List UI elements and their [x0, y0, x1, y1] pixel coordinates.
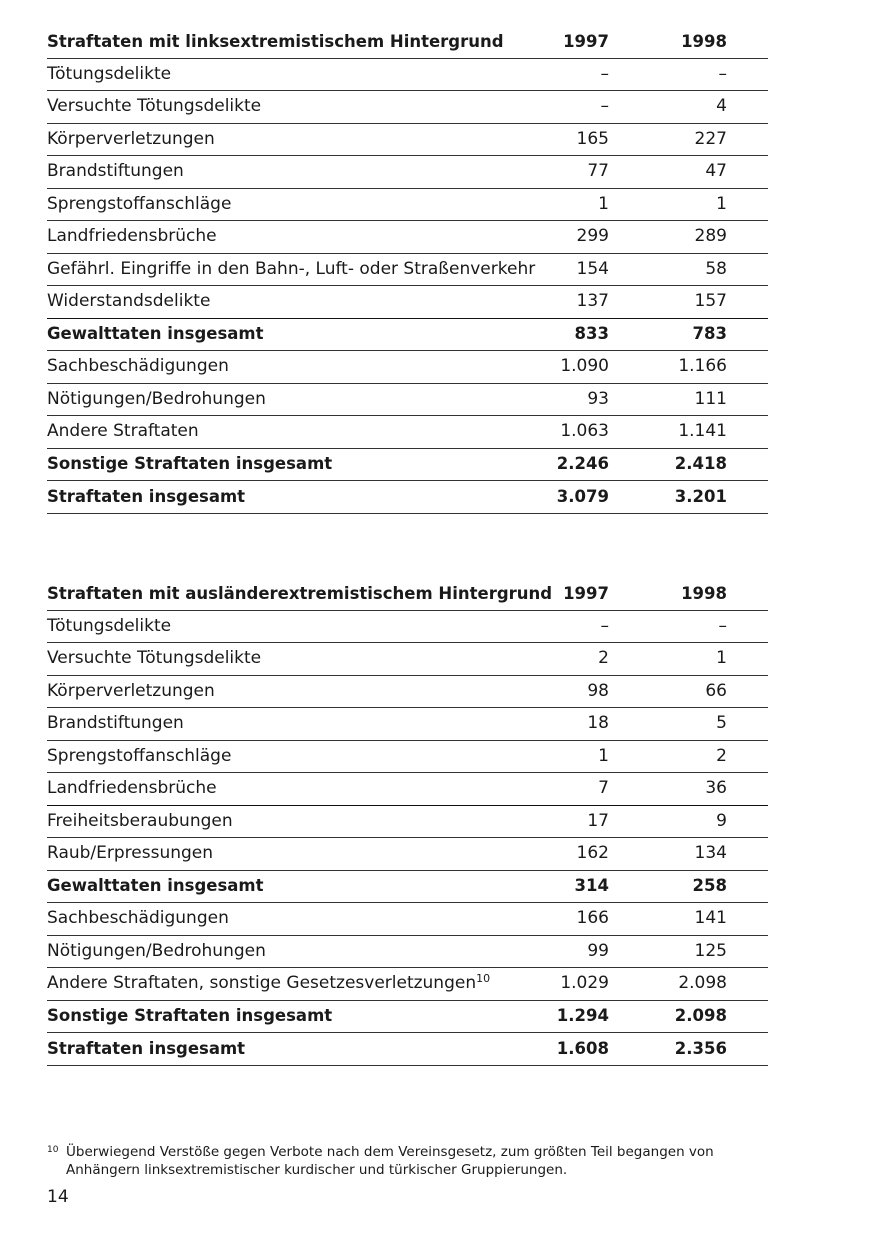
table-row — [47, 838, 768, 871]
value-1997: 3.079 — [547, 481, 609, 514]
spacer-cell — [727, 610, 768, 643]
table-leftwing-offences — [47, 26, 768, 514]
footnote — [47, 1143, 767, 1178]
row-label: Raub/Erpressungen — [47, 838, 547, 871]
spacer-cell — [727, 935, 768, 968]
spacer-cell — [727, 773, 768, 806]
value-1998: 1.141 — [609, 416, 727, 449]
value-1997: 314 — [547, 870, 609, 903]
spacer-cell — [727, 286, 768, 319]
row-label: Sprengstoffanschläge — [47, 188, 547, 221]
table-header-row — [47, 578, 768, 610]
row-label: Versuchte Tötungsdelikte — [47, 91, 547, 124]
value-1997: 154 — [547, 253, 609, 286]
value-1998: 36 — [609, 773, 727, 806]
value-1998: 58 — [609, 253, 727, 286]
table-row — [47, 935, 768, 968]
table-row — [47, 805, 768, 838]
spacer-cell — [727, 708, 768, 741]
table-row — [47, 253, 768, 286]
row-label: Sachbeschädigungen — [47, 903, 547, 936]
value-1998: – — [609, 58, 727, 91]
spacer-cell — [727, 221, 768, 254]
value-1997: – — [547, 91, 609, 124]
row-label: Landfriedensbrüche — [47, 773, 547, 806]
total-row — [47, 1033, 768, 1066]
value-1998: 3.201 — [609, 481, 727, 514]
table-header-row — [47, 26, 768, 58]
value-1998: 111 — [609, 383, 727, 416]
row-label: Andere Straftaten — [47, 416, 547, 449]
row-label: Körperverletzungen — [47, 123, 547, 156]
spacer-cell — [727, 351, 768, 384]
table-row — [47, 610, 768, 643]
row-label: Landfriedensbrüche — [47, 221, 547, 254]
spacer-cell — [727, 188, 768, 221]
page-number: 14 — [47, 1187, 69, 1207]
spacer-cell — [727, 253, 768, 286]
row-label: Widerstandsdelikte — [47, 286, 547, 319]
value-1998: 2 — [609, 740, 727, 773]
row-label: Brandstiftungen — [47, 708, 547, 741]
spacer-cell — [727, 675, 768, 708]
table-row — [47, 123, 768, 156]
value-1998: 258 — [609, 870, 727, 903]
spacer-cell — [727, 903, 768, 936]
value-1997: 1.090 — [547, 351, 609, 384]
value-1997: 1.294 — [547, 1000, 609, 1033]
table-title: Straftaten mit linksextremistischem Hintergrund — [47, 26, 547, 58]
value-1997: 137 — [547, 286, 609, 319]
row-label: Sprengstoffanschläge — [47, 740, 547, 773]
value-1997: 17 — [547, 805, 609, 838]
value-1997: 98 — [547, 675, 609, 708]
spacer-cell — [727, 578, 768, 610]
table-row — [47, 156, 768, 189]
row-label: Versuchte Tötungsdelikte — [47, 643, 547, 676]
value-1997: 1.063 — [547, 416, 609, 449]
value-1998: 157 — [609, 286, 727, 319]
spacer-cell — [727, 416, 768, 449]
subtotal-row — [47, 870, 768, 903]
value-1997: 166 — [547, 903, 609, 936]
row-label — [47, 968, 547, 1001]
table-row — [47, 416, 768, 449]
value-1997: 299 — [547, 221, 609, 254]
spacer-cell — [727, 968, 768, 1001]
row-label: Gefährl. Eingriffe in den Bahn-, Luft- oder Straßenverkehr — [47, 253, 547, 286]
value-1997: 2.246 — [547, 448, 609, 481]
value-1998: 2.098 — [609, 968, 727, 1001]
value-1997: 93 — [547, 383, 609, 416]
subtotal-row — [47, 1000, 768, 1033]
spacer-cell — [727, 318, 768, 351]
value-1997: 99 — [547, 935, 609, 968]
year-1997-header: 1997 — [547, 578, 609, 610]
footnote-number: 10 — [47, 1145, 59, 1155]
table-row — [47, 383, 768, 416]
spacer-cell — [727, 448, 768, 481]
row-label: Nötigungen/Bedrohungen — [47, 383, 547, 416]
table-title: Straftaten mit ausländerextremistischem Hintergrund — [47, 578, 547, 610]
table-row — [47, 91, 768, 124]
value-1998: – — [609, 610, 727, 643]
spacer-cell — [727, 870, 768, 903]
table-row — [47, 643, 768, 676]
value-1997: – — [547, 610, 609, 643]
table-row — [47, 708, 768, 741]
value-1997: 1.029 — [547, 968, 609, 1001]
year-1998-header: 1998 — [609, 578, 727, 610]
spacer-cell — [727, 156, 768, 189]
spacer-cell — [727, 58, 768, 91]
value-1998: 141 — [609, 903, 727, 936]
spacer-cell — [727, 805, 768, 838]
value-1998: 227 — [609, 123, 727, 156]
value-1997: 18 — [547, 708, 609, 741]
footnote-reference[interactable]: 10 — [476, 972, 491, 986]
spacer-cell — [727, 1033, 768, 1066]
table-row — [47, 58, 768, 91]
row-label: Tötungsdelikte — [47, 58, 547, 91]
value-1997: 1.608 — [547, 1033, 609, 1066]
value-1997: 1 — [547, 740, 609, 773]
table-row — [47, 773, 768, 806]
subtotal-row — [47, 448, 768, 481]
value-1997: 1 — [547, 188, 609, 221]
table-row — [47, 221, 768, 254]
value-1997: 2 — [547, 643, 609, 676]
table-row — [47, 188, 768, 221]
row-label: Gewalttaten insgesamt — [47, 318, 547, 351]
table-row — [47, 675, 768, 708]
spacer-cell — [727, 123, 768, 156]
value-1997: 77 — [547, 156, 609, 189]
value-1997: 7 — [547, 773, 609, 806]
value-1998: 125 — [609, 935, 727, 968]
value-1998: 1.166 — [609, 351, 727, 384]
spacer-cell — [727, 383, 768, 416]
table-row — [47, 351, 768, 384]
value-1998: 2.098 — [609, 1000, 727, 1033]
spacer-cell — [727, 838, 768, 871]
table-foreigner-offences — [47, 578, 768, 1066]
spacer-cell — [727, 481, 768, 514]
spacer-cell — [727, 1000, 768, 1033]
table-row — [47, 740, 768, 773]
table-row — [47, 903, 768, 936]
value-1997: 833 — [547, 318, 609, 351]
row-label: Brandstiftungen — [47, 156, 547, 189]
value-1997: 165 — [547, 123, 609, 156]
year-1997-header: 1997 — [547, 26, 609, 58]
row-label: Sachbeschädigungen — [47, 351, 547, 384]
row-label: Sonstige Straftaten insgesamt — [47, 448, 547, 481]
value-1998: 2.418 — [609, 448, 727, 481]
total-row — [47, 481, 768, 514]
footnote-text: Überwiegend Verstöße gegen Verbote nach dem Vereinsgesetz, zum größten Teil begangen von Anhängern linksextremistischer kurdischer und türkischer Gruppierungen. — [66, 1144, 714, 1178]
value-1998: 1 — [609, 643, 727, 676]
value-1998: 9 — [609, 805, 727, 838]
value-1998: 783 — [609, 318, 727, 351]
spacer-cell — [727, 740, 768, 773]
row-label: Straftaten insgesamt — [47, 481, 547, 514]
spacer-cell — [727, 643, 768, 676]
row-label: Straftaten insgesamt — [47, 1033, 547, 1066]
value-1998: 66 — [609, 675, 727, 708]
row-label: Nötigungen/Bedrohungen — [47, 935, 547, 968]
value-1997: – — [547, 58, 609, 91]
row-label-text: Andere Straftaten, sonstige Gesetzesverletzungen — [47, 973, 477, 994]
value-1997: 162 — [547, 838, 609, 871]
table-row — [47, 968, 768, 1001]
row-label: Sonstige Straftaten insgesamt — [47, 1000, 547, 1033]
value-1998: 289 — [609, 221, 727, 254]
spacer-cell — [727, 91, 768, 124]
value-1998: 2.356 — [609, 1033, 727, 1066]
value-1998: 1 — [609, 188, 727, 221]
value-1998: 5 — [609, 708, 727, 741]
row-label: Gewalttaten insgesamt — [47, 870, 547, 903]
value-1998: 47 — [609, 156, 727, 189]
row-label: Tötungsdelikte — [47, 610, 547, 643]
row-label: Freiheitsberaubungen — [47, 805, 547, 838]
value-1998: 4 — [609, 91, 727, 124]
table-row — [47, 286, 768, 319]
spacer-cell — [727, 26, 768, 58]
row-label: Körperverletzungen — [47, 675, 547, 708]
value-1998: 134 — [609, 838, 727, 871]
year-1998-header: 1998 — [609, 26, 727, 58]
subtotal-row — [47, 318, 768, 351]
